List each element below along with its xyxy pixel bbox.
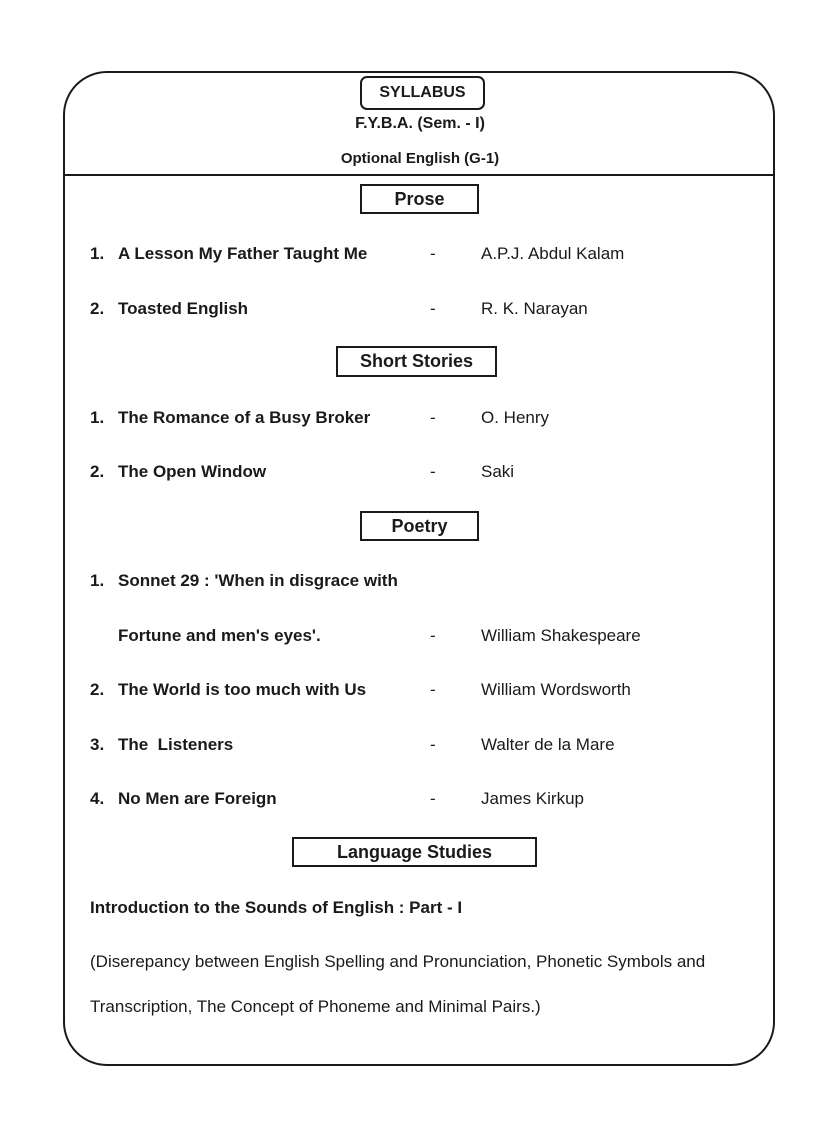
item-dash: - [430,408,436,427]
item-title: The Listeners [118,735,234,754]
section-heading-prose [360,184,479,214]
item-dash: - [430,244,436,263]
item-author: O. Henry [481,408,550,427]
item-number: 2. [90,299,105,318]
item-title-continued: Fortune and men's eyes'. [118,626,321,645]
item-number: 1. [90,408,105,427]
section-heading-language-studies-label: Language Studies [336,841,493,862]
course-title: F.Y.B.A. (Sem. - I) [355,115,485,132]
section-heading-prose-label: Prose [394,188,445,209]
item-dash: - [430,680,436,699]
syllabus-badge [360,76,485,110]
item-title: The World is too much with Us [118,680,367,699]
item-title: No Men are Foreign [118,789,277,808]
item-number: 1. [90,244,105,263]
item-author: William Wordsworth [481,680,631,699]
item-number: 2. [90,462,105,481]
item-author: Saki [481,462,515,481]
language-studies-description-line2: Transcription, The Concept of Phoneme and Minimal Pairs.) [90,997,541,1016]
section-heading-poetry-label: Poetry [391,515,448,536]
item-number: 4. [90,789,105,808]
item-dash: - [430,299,436,318]
item-number: 2. [90,680,105,699]
syllabus-badge-label: SYLLABUS [379,84,466,101]
section-heading-language-studies [292,837,537,867]
item-dash: - [430,735,436,754]
item-title: Sonnet 29 : 'When in disgrace with [118,571,398,590]
section-heading-poetry [360,511,479,541]
item-title: A Lesson My Father Taught Me [118,244,368,263]
header-divider [65,174,775,176]
item-dash: - [430,789,436,808]
item-number: 1. [90,571,105,590]
item-dash: - [430,462,436,481]
item-title: Toasted English [118,299,249,318]
item-author: A.P.J. Abdul Kalam [481,244,625,263]
item-number: 3. [90,735,105,754]
item-author: R. K. Narayan [481,299,588,318]
section-heading-short-stories [336,346,497,377]
section-heading-short-stories-label: Short Stories [359,351,474,371]
item-author: Walter de la Mare [481,735,615,754]
item-author: James Kirkup [481,789,584,808]
item-title: The Open Window [118,462,267,481]
item-dash: - [430,626,436,645]
subject-title: Optional English (G-1) [340,150,500,167]
language-studies-description-line1: (Diserepancy between English Spelling and Pronunciation, Phonetic Symbols and [90,952,706,971]
item-title: The Romance of a Busy Broker [118,408,371,427]
item-author: William Shakespeare [481,626,641,645]
language-studies-intro: Introduction to the Sounds of English : Part - I [90,898,463,917]
